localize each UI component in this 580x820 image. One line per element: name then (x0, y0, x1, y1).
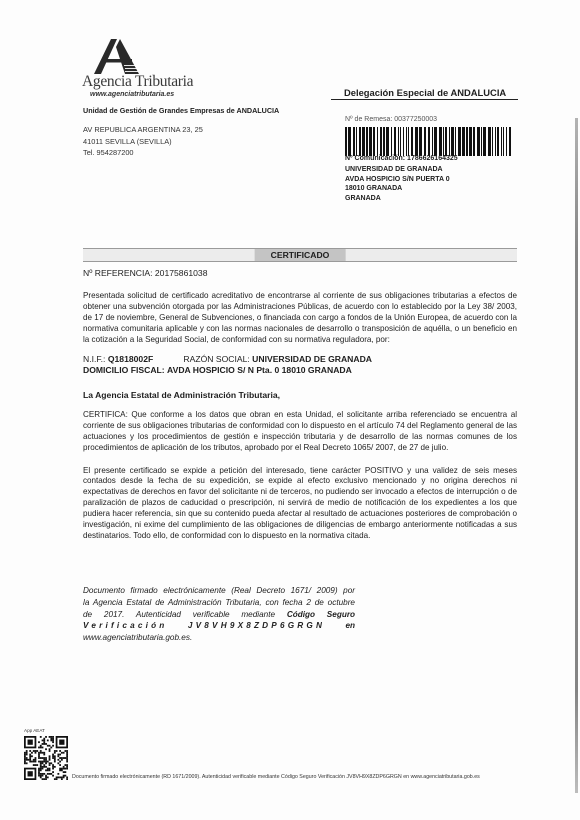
csv-code: JV8VH9X8ZDP6GRGN (187, 621, 326, 631)
delegation-title: Delegación Especial de ANDALUCIA (344, 87, 507, 98)
barcode-icon (345, 127, 513, 156)
nif-label: N.I.F.: (83, 353, 106, 364)
sender-address (83, 124, 203, 159)
sender-address-line: AV REPUBLICA ARGENTINA 23, 25 (83, 125, 203, 134)
signature-line: la Agencia Estatal de Administración Tributaria, con fecha 2 de octubre (83, 597, 355, 607)
reference-number: Nº REFERENCIA: 20175861038 (83, 268, 208, 278)
delegation-underline (331, 99, 518, 100)
agency-name: Agencia Tributaria (82, 73, 194, 90)
recipient-address (345, 165, 450, 203)
signature-line: Documento firmado electrónicamente (Real Decreto 1671/ 2009) por (83, 585, 355, 595)
recipient-line: 18010 GRANADA (345, 185, 403, 193)
issuer-line: La Agencia Estatal de Administración Tributaria, (83, 389, 281, 400)
unit-name: Unidad de Gestión de Grandes Empresas de ANDALUCIA (83, 106, 280, 115)
communication-number: Nº Comunicación: 1786626164325 (345, 155, 458, 162)
agency-website: www.agenciatributaria.es (90, 91, 175, 98)
certifies-paragraph: CERTIFICA: Que conforme a los datos que obran en esta Unidad, el solicitante arriba referenciado se encuentra al corriente de sus obligaciones tributarias de conformidad con lo dispuesto en el artículo 74 del Reglamento general de las actuaciones y los procedimientos de gestión e inspección tributaria y de desarrollo de las normas comunes de los procedimientos de aplicación de los tributos, aprobado por el Real Decreto 1065/ 2007, de 27 de julio. (83, 409, 517, 452)
aeat-logo-icon (92, 38, 140, 74)
qr-code-icon (24, 736, 68, 780)
certificate-body (83, 268, 517, 644)
csv-line (83, 620, 355, 632)
tax-address-value: AVDA HOSPICIO S/ N Pta. 0 18010 GRANADA (167, 364, 352, 375)
title-band (83, 248, 517, 262)
verification-url: www.agenciatributaria.gob.es. (83, 633, 193, 643)
sender-address-line: 41011 SEVILLA (SEVILLA) (83, 136, 172, 146)
electronic-signature-note (83, 585, 355, 644)
document-title: CERTIFICADO (255, 249, 346, 261)
recipient-line: GRANADA (345, 194, 381, 202)
recipient-line: AVDA HOSPICIO S/N PUERTA 0 (345, 175, 450, 183)
taxpayer-id-line (83, 354, 517, 365)
remesa-number: Nº de Remesa: 00377250003 (345, 116, 438, 123)
csv-label-part: Verificación (83, 621, 168, 631)
company-name-value: UNIVERSIDAD DE GRANADA (252, 353, 372, 364)
validity-paragraph: El presente certificado se expide a petición del interesado, tiene carácter POSITIVO y una validez de seis meses contados desde la fecha de su expedición, se expide al efecto exclusivo mencionado y no origina derechos ni expectativas de derechos en favor del solicitante ni de terceros, no pudiendo ser invocado a efectos de interrupción o de paralización de plazos de caducidad o prescripción, ni servirá de medio de notificación de los expedientes a los que pudiera hacer referencia, sin que su contenido pueda afectar al resultado de actuaciones posteriores de comprobación o investigación, ni exime del cumplimiento de las obligaciones de diligencias de embargo anteriormente notificadas a sus destinatarios. Todo ello, de conformidad con lo dispuesto en la normativa citada. (83, 465, 517, 540)
recipient-line: UNIVERSIDAD DE GRANADA (345, 166, 443, 173)
footer-signature-stamp: Documento firmado electrónicamente (RD 1671/2009). Autenticidad verificable mediante Código Seguro Verificación JV8VH9X8ZDP6GRGN en www.agenciatributaria.gob.es (72, 774, 480, 780)
csv-label-part: Código Seguro (286, 609, 356, 619)
intro-paragraph: Presentada solicitud de certificado acreditativo de encontrarse al corriente de sus obligaciones tributarias a efectos de obtener una subvención otorgada por las Administraciones Públicas, de acuerdo con lo establecido por la Ley 38/ 2003, de 17 de noviembre, General de Subvenciones, o financiada con cargo a fondos de la Unión Europea, de acuerdo con la normativa comunitaria aplicable y con las normas nacionales de desarrollo o transposición de aquélla, o un beneficio en la cotización a la Seguridad Social, de conformidad con su normativa reguladora, por: (83, 291, 517, 344)
nif-group (83, 354, 181, 365)
signature-line-text: de 2017. Autenticidad verificable mediante (83, 609, 276, 619)
tax-address-line (83, 365, 517, 376)
tax-address-label: DOMICILIO FISCAL: (83, 364, 165, 375)
csv-suffix: en (345, 621, 355, 631)
company-name-label: RAZÓN SOCIAL: (183, 353, 250, 364)
taxpayer-block (83, 354, 517, 376)
app-label: App AEAT (24, 728, 45, 733)
signature-line (83, 609, 355, 621)
scan-edge-shadow (575, 118, 578, 793)
sender-phone: Tel. 954287200 (83, 148, 134, 158)
nif-value: Q1818002F (107, 353, 154, 364)
